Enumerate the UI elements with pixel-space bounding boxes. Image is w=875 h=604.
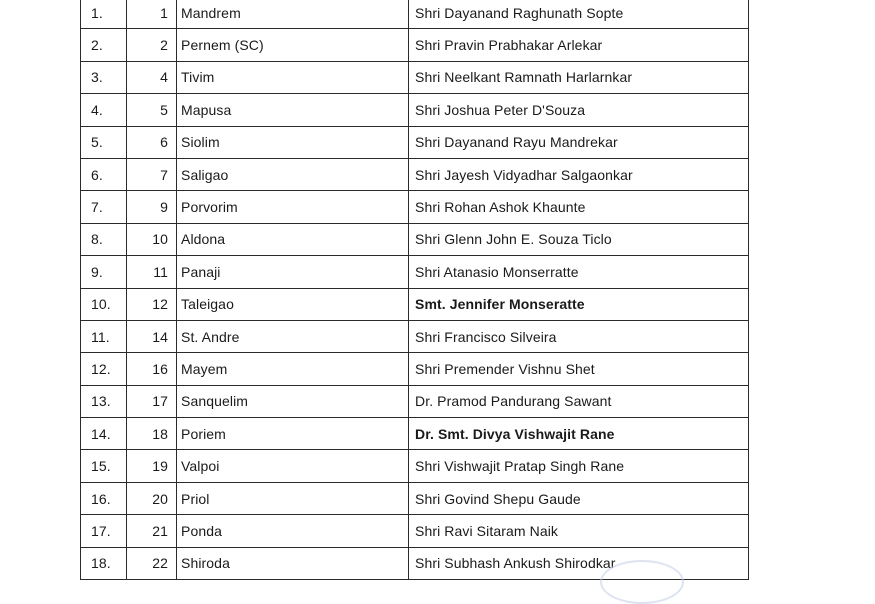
serial-number-cell: 10. bbox=[81, 288, 127, 320]
serial-number-cell: 9. bbox=[81, 256, 127, 288]
constituency-name-cell: St. Andre bbox=[177, 320, 409, 352]
constituency-name-cell: Saligao bbox=[177, 158, 409, 190]
serial-number-cell: 11. bbox=[81, 320, 127, 352]
table-row bbox=[81, 482, 749, 514]
constituency-number-cell: 12 bbox=[127, 288, 177, 320]
candidate-name-cell: Shri Glenn John E. Souza Ticlo bbox=[409, 223, 749, 255]
candidate-name-cell: Shri Subhash Ankush Shirodkar bbox=[409, 547, 749, 579]
constituency-number-cell: 1 bbox=[127, 0, 177, 29]
table-row bbox=[81, 320, 749, 352]
constituency-name-cell: Panaji bbox=[177, 256, 409, 288]
constituency-number-cell: 4 bbox=[127, 61, 177, 93]
candidate-name-cell: Shri Joshua Peter D'Souza bbox=[409, 94, 749, 126]
constituency-number-cell: 9 bbox=[127, 191, 177, 223]
constituency-number-cell: 19 bbox=[127, 450, 177, 482]
candidate-list-body bbox=[81, 0, 749, 580]
constituency-number-cell: 16 bbox=[127, 353, 177, 385]
table-row bbox=[81, 94, 749, 126]
candidate-name-cell: Shri Dayanand Raghunath Sopte bbox=[409, 0, 749, 29]
constituency-number-cell: 17 bbox=[127, 385, 177, 417]
constituency-name-cell: Valpoi bbox=[177, 450, 409, 482]
candidate-name-cell: Shri Jayesh Vidyadhar Salgaonkar bbox=[409, 158, 749, 190]
constituency-number-cell: 6 bbox=[127, 126, 177, 158]
serial-number-cell: 6. bbox=[81, 158, 127, 190]
candidate-name-cell: Shri Premender Vishnu Shet bbox=[409, 353, 749, 385]
constituency-name-cell: Shiroda bbox=[177, 547, 409, 579]
candidate-name-cell: Shri Ravi Sitaram Naik bbox=[409, 515, 749, 547]
table-row bbox=[81, 450, 749, 482]
table-row bbox=[81, 223, 749, 255]
constituency-number-cell: 10 bbox=[127, 223, 177, 255]
serial-number-cell: 13. bbox=[81, 385, 127, 417]
candidate-name-cell: Shri Francisco Silveira bbox=[409, 320, 749, 352]
serial-number-cell: 4. bbox=[81, 94, 127, 126]
table-row bbox=[81, 126, 749, 158]
constituency-name-cell: Poriem bbox=[177, 418, 409, 450]
constituency-name-cell: Priol bbox=[177, 482, 409, 514]
constituency-name-cell: Ponda bbox=[177, 515, 409, 547]
candidate-name-cell: Dr. Smt. Divya Vishwajit Rane bbox=[409, 418, 749, 450]
constituency-name-cell: Sanquelim bbox=[177, 385, 409, 417]
serial-number-cell: 12. bbox=[81, 353, 127, 385]
constituency-name-cell: Mapusa bbox=[177, 94, 409, 126]
constituency-number-cell: 20 bbox=[127, 482, 177, 514]
constituency-number-cell: 7 bbox=[127, 158, 177, 190]
serial-number-cell: 15. bbox=[81, 450, 127, 482]
official-stamp bbox=[600, 560, 684, 604]
serial-number-cell: 8. bbox=[81, 223, 127, 255]
candidate-name-cell: Shri Atanasio Monserratte bbox=[409, 256, 749, 288]
serial-number-cell: 3. bbox=[81, 61, 127, 93]
serial-number-cell: 17. bbox=[81, 515, 127, 547]
constituency-number-cell: 11 bbox=[127, 256, 177, 288]
constituency-number-cell: 22 bbox=[127, 547, 177, 579]
table-row bbox=[81, 353, 749, 385]
constituency-name-cell: Mayem bbox=[177, 353, 409, 385]
constituency-number-cell: 14 bbox=[127, 320, 177, 352]
serial-number-cell: 1. bbox=[81, 0, 127, 29]
table-row bbox=[81, 288, 749, 320]
table-row bbox=[81, 385, 749, 417]
candidate-name-cell: Shri Govind Shepu Gaude bbox=[409, 482, 749, 514]
candidate-name-cell: Shri Pravin Prabhakar Arlekar bbox=[409, 29, 749, 61]
table-row bbox=[81, 418, 749, 450]
constituency-number-cell: 5 bbox=[127, 94, 177, 126]
constituency-name-cell: Siolim bbox=[177, 126, 409, 158]
constituency-name-cell: Porvorim bbox=[177, 191, 409, 223]
constituency-number-cell: 2 bbox=[127, 29, 177, 61]
constituency-number-cell: 21 bbox=[127, 515, 177, 547]
constituency-number-cell: 18 bbox=[127, 418, 177, 450]
table-row bbox=[81, 256, 749, 288]
table-row bbox=[81, 158, 749, 190]
serial-number-cell: 14. bbox=[81, 418, 127, 450]
serial-number-cell: 2. bbox=[81, 29, 127, 61]
candidate-name-cell: Shri Rohan Ashok Khaunte bbox=[409, 191, 749, 223]
table-row bbox=[81, 515, 749, 547]
table-row bbox=[81, 61, 749, 93]
candidate-list-table bbox=[80, 0, 749, 580]
table-row bbox=[81, 0, 749, 29]
candidate-name-cell: Shri Dayanand Rayu Mandrekar bbox=[409, 126, 749, 158]
serial-number-cell: 16. bbox=[81, 482, 127, 514]
candidate-name-cell: Shri Neelkant Ramnath Harlarnkar bbox=[409, 61, 749, 93]
candidate-name-cell: Smt. Jennifer Monseratte bbox=[409, 288, 749, 320]
serial-number-cell: 5. bbox=[81, 126, 127, 158]
candidate-name-cell: Shri Vishwajit Pratap Singh Rane bbox=[409, 450, 749, 482]
table-row bbox=[81, 191, 749, 223]
constituency-name-cell: Aldona bbox=[177, 223, 409, 255]
candidate-name-cell: Dr. Pramod Pandurang Sawant bbox=[409, 385, 749, 417]
serial-number-cell: 7. bbox=[81, 191, 127, 223]
constituency-name-cell: Taleigao bbox=[177, 288, 409, 320]
constituency-name-cell: Tivim bbox=[177, 61, 409, 93]
constituency-name-cell: Pernem (SC) bbox=[177, 29, 409, 61]
table-row bbox=[81, 29, 749, 61]
constituency-name-cell: Mandrem bbox=[177, 0, 409, 29]
serial-number-cell: 18. bbox=[81, 547, 127, 579]
